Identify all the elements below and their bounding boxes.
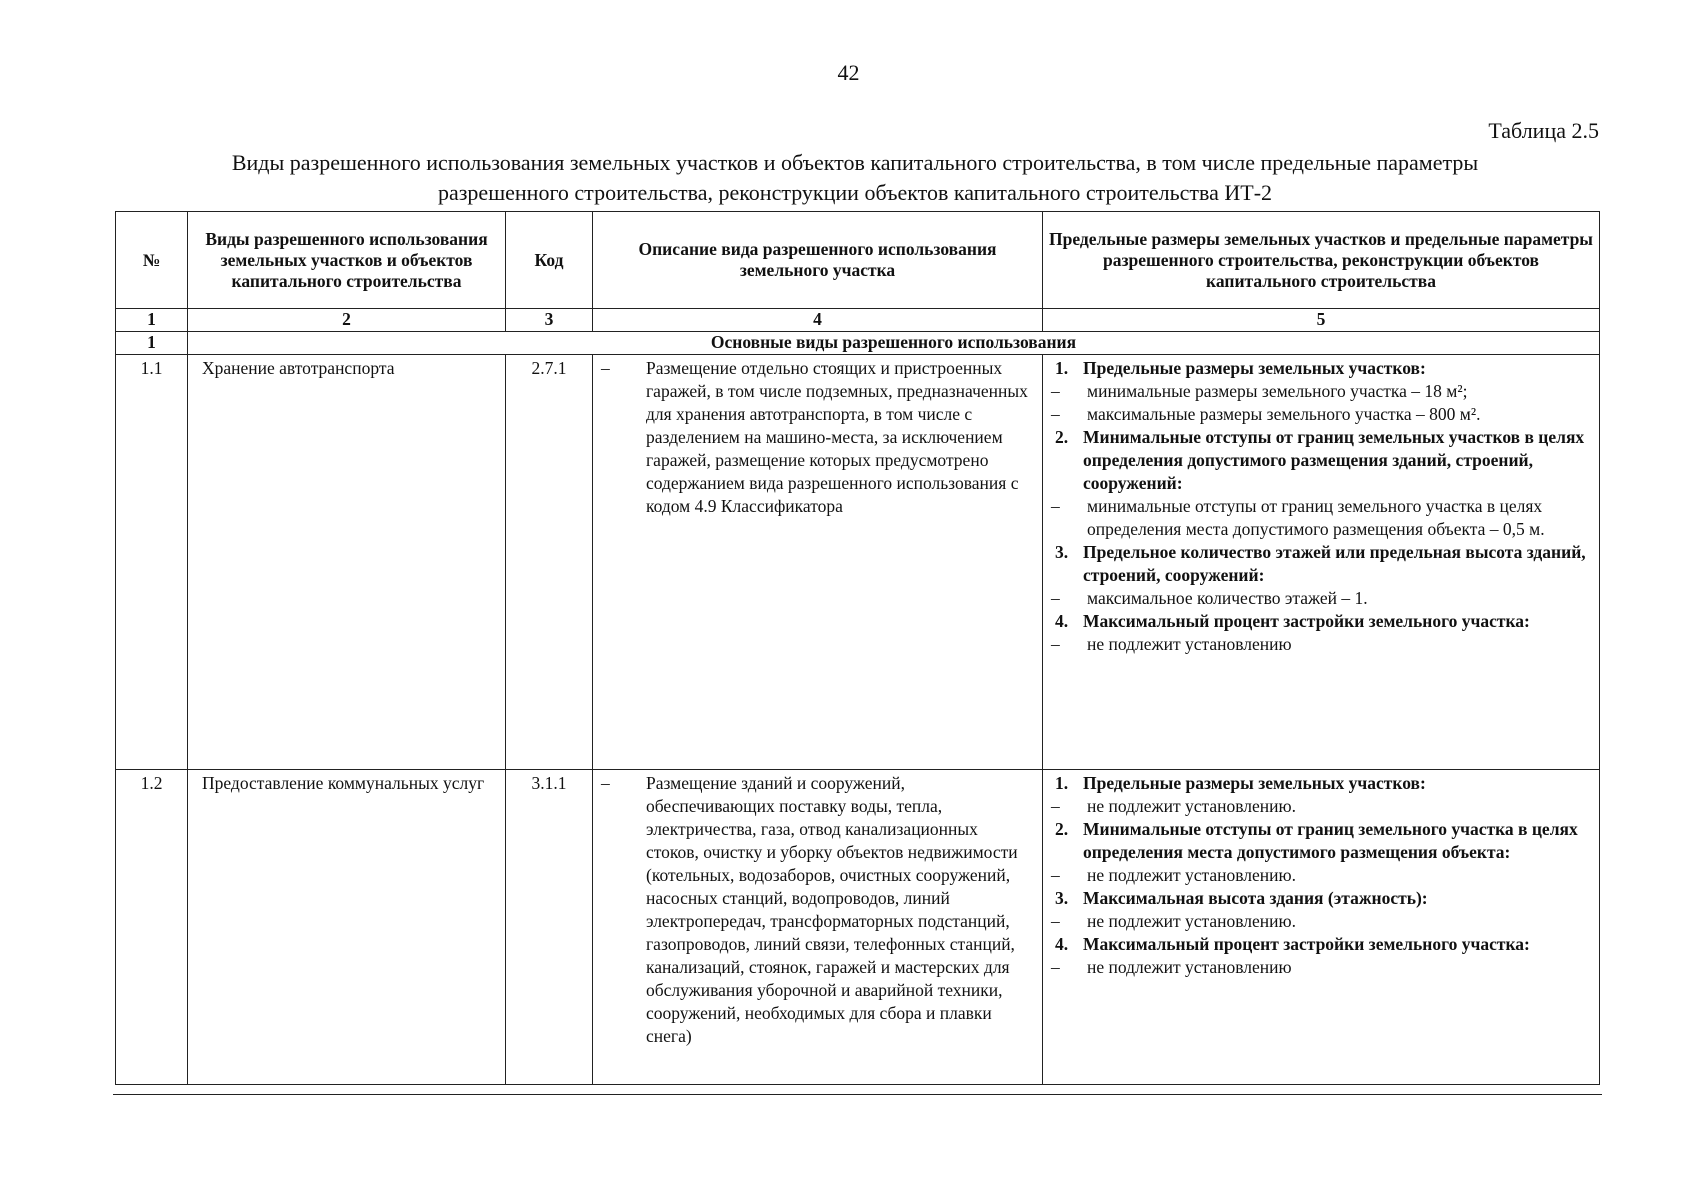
param-item: – не подлежит установлению. [1051,796,1296,816]
list-dash: – [601,773,610,793]
use-type-description [593,355,1043,770]
column-number-row [116,309,1600,332]
land-use-table [115,211,1600,1085]
param-item: – максимальные размеры земельного участка – 800 м². [1051,404,1481,424]
bottom-rule [113,1094,1602,1095]
use-type-name: Предоставление коммунальных услуг [188,770,506,1085]
param-item: – не подлежит установлению [1051,634,1292,654]
param-item: – минимальные отступы от границ земельного участка в целях определения места допустимого размещения объекта – 0,5 м. [1051,496,1545,539]
page-number: 42 [837,60,860,85]
column-number: 1 [116,309,188,332]
param-item: – не подлежит установлению. [1051,865,1296,885]
row-number: 1.1 [116,355,188,770]
use-type-code: 3.1.1 [506,770,593,1085]
column-number: 5 [1043,309,1600,332]
description-text: Размещение зданий и сооружений, обеспечивающих поставку воды, тепла, электричества, газа, отвод канализационных стоков, очистку и уборку объектов недвижимости (котельных, водозаборов, очистных сооружений, насосных станций, водопроводов, линий электропередач, трансформаторных подстанций, газопроводов, линий связи, телефонных станций, канализаций, стоянок, гаражей и мастерских для обслуживания уборочной и аварийной техники, сооружений, необходимых для сбора и плавки снега) [646,773,1018,1046]
header-description: Описание вида разрешенного использования земельного участка [593,212,1043,309]
title-line-1: Виды разрешенного использования земельных участков и объектов капитального строительства, в том числе предельные параметры [231,150,1479,175]
column-number: 4 [593,309,1043,332]
header-params: Предельные размеры земельных участков и предельные параметры разрешенного строительства, реконструкции объектов капитального строительства [1043,212,1600,309]
section-title: Основные виды разрешенного использования [188,332,1600,355]
column-number: 3 [506,309,593,332]
section-row [116,332,1600,355]
list-dash: – [601,358,610,378]
param-heading: 3. Максимальная высота здания (этажность): [1055,888,1428,908]
param-heading: 1. Предельные размеры земельных участков: [1055,358,1426,378]
param-heading: 2. Минимальные отступы от границ земельных участков в целях определения допустимого размещения зданий, строений, сооружений: [1055,427,1585,493]
use-type-description [593,770,1043,1085]
row-number: 1.2 [116,770,188,1085]
document-title [115,148,1595,208]
param-item: – минимальные размеры земельного участка – 18 м²; [1051,381,1468,401]
use-type-name: Хранение автотранспорта [188,355,506,770]
table-row [116,770,1600,1085]
table-label: Таблица 2.5 [1488,118,1599,143]
header-code: Код [506,212,593,309]
param-heading: 4. Максимальный процент застройки земельного участка: [1055,611,1530,631]
param-item: – максимальное количество этажей – 1. [1051,588,1368,608]
header-name: Виды разрешенного использования земельных участков и объектов капитального строительства [188,212,506,309]
param-heading: 1. Предельные размеры земельных участков: [1055,773,1426,793]
param-item: – не подлежит установлению. [1051,911,1296,931]
param-heading: 4. Максимальный процент застройки земельного участка: [1055,934,1530,954]
title-line-2: разрешенного строительства, реконструкции объектов капитального строительства ИТ-2 [437,180,1273,205]
section-number: 1 [116,332,188,355]
param-item: – не подлежит установлению [1051,957,1292,977]
column-number: 2 [188,309,506,332]
param-heading: 2. Минимальные отступы от границ земельного участка в целях определения места допустимого размещения объекта: [1055,819,1578,862]
limit-parameters [1043,770,1600,1085]
limit-parameters [1043,355,1600,770]
table-row [116,355,1600,770]
header-num: № [116,212,188,309]
use-type-code: 2.7.1 [506,355,593,770]
description-text: Размещение отдельно стоящих и пристроенных гаражей, в том числе подземных, предназначенных для хранения автотранспорта, в том числе с разделением на машино-места, за исключением гаражей, размещение которых предусмотрено содержанием вида разрешенного использования с кодом 4.9 Классификатора [646,358,1028,516]
header-row [116,212,1600,309]
param-heading: 3. Предельное количество этажей или предельная высота зданий, строений, сооружений: [1055,542,1586,585]
